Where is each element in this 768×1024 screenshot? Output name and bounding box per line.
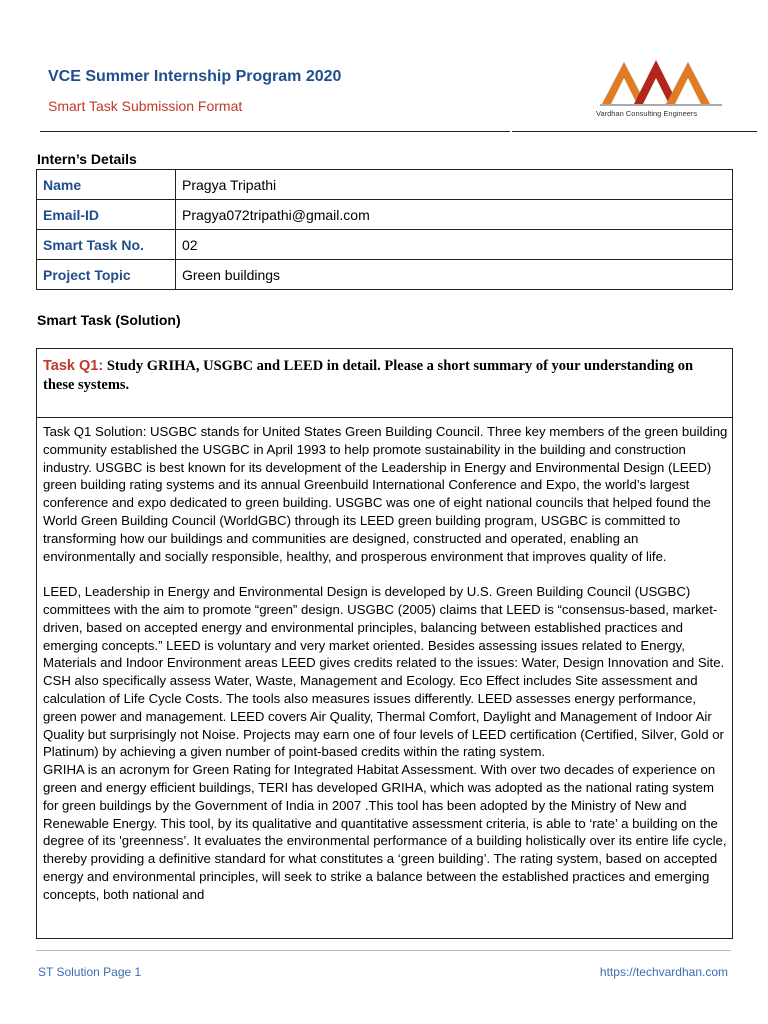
interns-details-heading: Intern’s Details xyxy=(37,151,137,167)
interns-details-table xyxy=(36,169,733,290)
header-divider-right xyxy=(512,131,757,132)
row-label: Name xyxy=(37,170,176,200)
row-value: Green buildings xyxy=(176,260,733,290)
solution-paragraph: GRIHA is an acronym for Green Rating for Integrated Habitat Assessment. With over two decades of experience on green and energy efficient buildings, TERI has developed GRIHA, which was adopted as the national rating system for green buildings by the Government of India in 2007 .This tool has been adopted by the Ministry of New and Renewable Energy. This tool, by its qualitative and quantitative assessment criteria, is able to ‘rate’ a building on the degree of its 'greenness’. It evaluates the environmental performance of a building holistically over its entire life cycle, thereby providing a definitive standard for what constitutes a ‘green building’. The rating system, based on accepted energy and environmental principles, will seek to strike a balance between the established practices and emerging concepts, both national and xyxy=(43,762,727,902)
footer-link[interactable]: https://techvardhan.com xyxy=(599,965,728,979)
row-value: Pragya Tripathi xyxy=(176,170,733,200)
header-divider-left xyxy=(40,131,510,132)
solution-paragraph: Task Q1 Solution: USGBC stands for United States Green Building Council. Three key members of the green building community established the USGBC in April 1993 to help promote sustainability in the building and construction industry. USGBC is best known for its development of the Leadership in Energy and Environmental Design (LEED) green building rating systems and its annual Greenbuild International Conference and Expo, the world’s largest conference and expo dedicated to green building. USGBC was one of eight national councils that helped found the World Green Building Council (WorldGBC) through its LEED green building program, USGBC is committed to transforming how our buildings and communities are designed, constructed and operated, enabling an environmentally and socially responsible, healthy, and prosperous environment that improves quality of life. xyxy=(43,424,728,564)
table-row xyxy=(37,200,733,230)
table-row xyxy=(37,170,733,200)
document-subtitle: Smart Task Submission Format xyxy=(48,98,243,114)
company-logo xyxy=(596,54,726,124)
smart-task-heading: Smart Task (Solution) xyxy=(37,312,181,328)
footer-divider xyxy=(36,950,731,951)
task-question-text: Study GRIHA, USGBC and LEED in detail. Please a short summary of your understanding on these systems. xyxy=(43,358,694,393)
table-row xyxy=(37,230,733,260)
task-box xyxy=(36,348,733,939)
logo-company-name: Vardhan Consulting Engineers xyxy=(596,109,698,118)
document-title: VCE Summer Internship Program 2020 xyxy=(48,68,342,85)
row-label: Email-ID xyxy=(37,200,176,230)
footer-page-label: ST Solution Page 1 xyxy=(38,965,142,979)
solution-paragraph: LEED, Leadership in Energy and Environmental Design is developed by U.S. Green Building Council (USGBC) committees with the aim to promote “green” design. USGBC (2005) claims that LEED is “consensus-based, market-driven, based on accepted energy and environmental principles, balancing between established practices and emerging concepts.” LEED is voluntary and very market oriented. Besides assessing issues related to Energy, Materials and Indoor Environment areas LEED gives credits related to the issues: Water, Design Innovation and Site. CSH also specifically assess Water, Waste, Management and Ecology. Eco Effect includes Site assessment and calculation of Life Cycle Costs. The tools also measures issues differently. LEED assesses energy performance, green power and management. LEED covers Air Quality, Thermal Comfort, Daylight and Management of Indoor Air Quality but surprisingly not Noise. Projects may earn one of four levels of LEED certification (Certified, Silver, Gold or Platinum) by achieving a given number of point-based credits within the rating system. xyxy=(43,584,725,760)
mountain-logo-icon xyxy=(598,54,724,108)
row-value: 02 xyxy=(176,230,733,260)
task-question-cell xyxy=(37,349,732,418)
task-question xyxy=(43,357,723,395)
task-question-label: Task Q1: xyxy=(43,358,104,374)
task-solution xyxy=(43,423,729,931)
row-label: Project Topic xyxy=(37,260,176,290)
table-row xyxy=(37,260,733,290)
row-label: Smart Task No. xyxy=(37,230,176,260)
row-value: Pragya072tripathi@gmail.com xyxy=(176,200,733,230)
